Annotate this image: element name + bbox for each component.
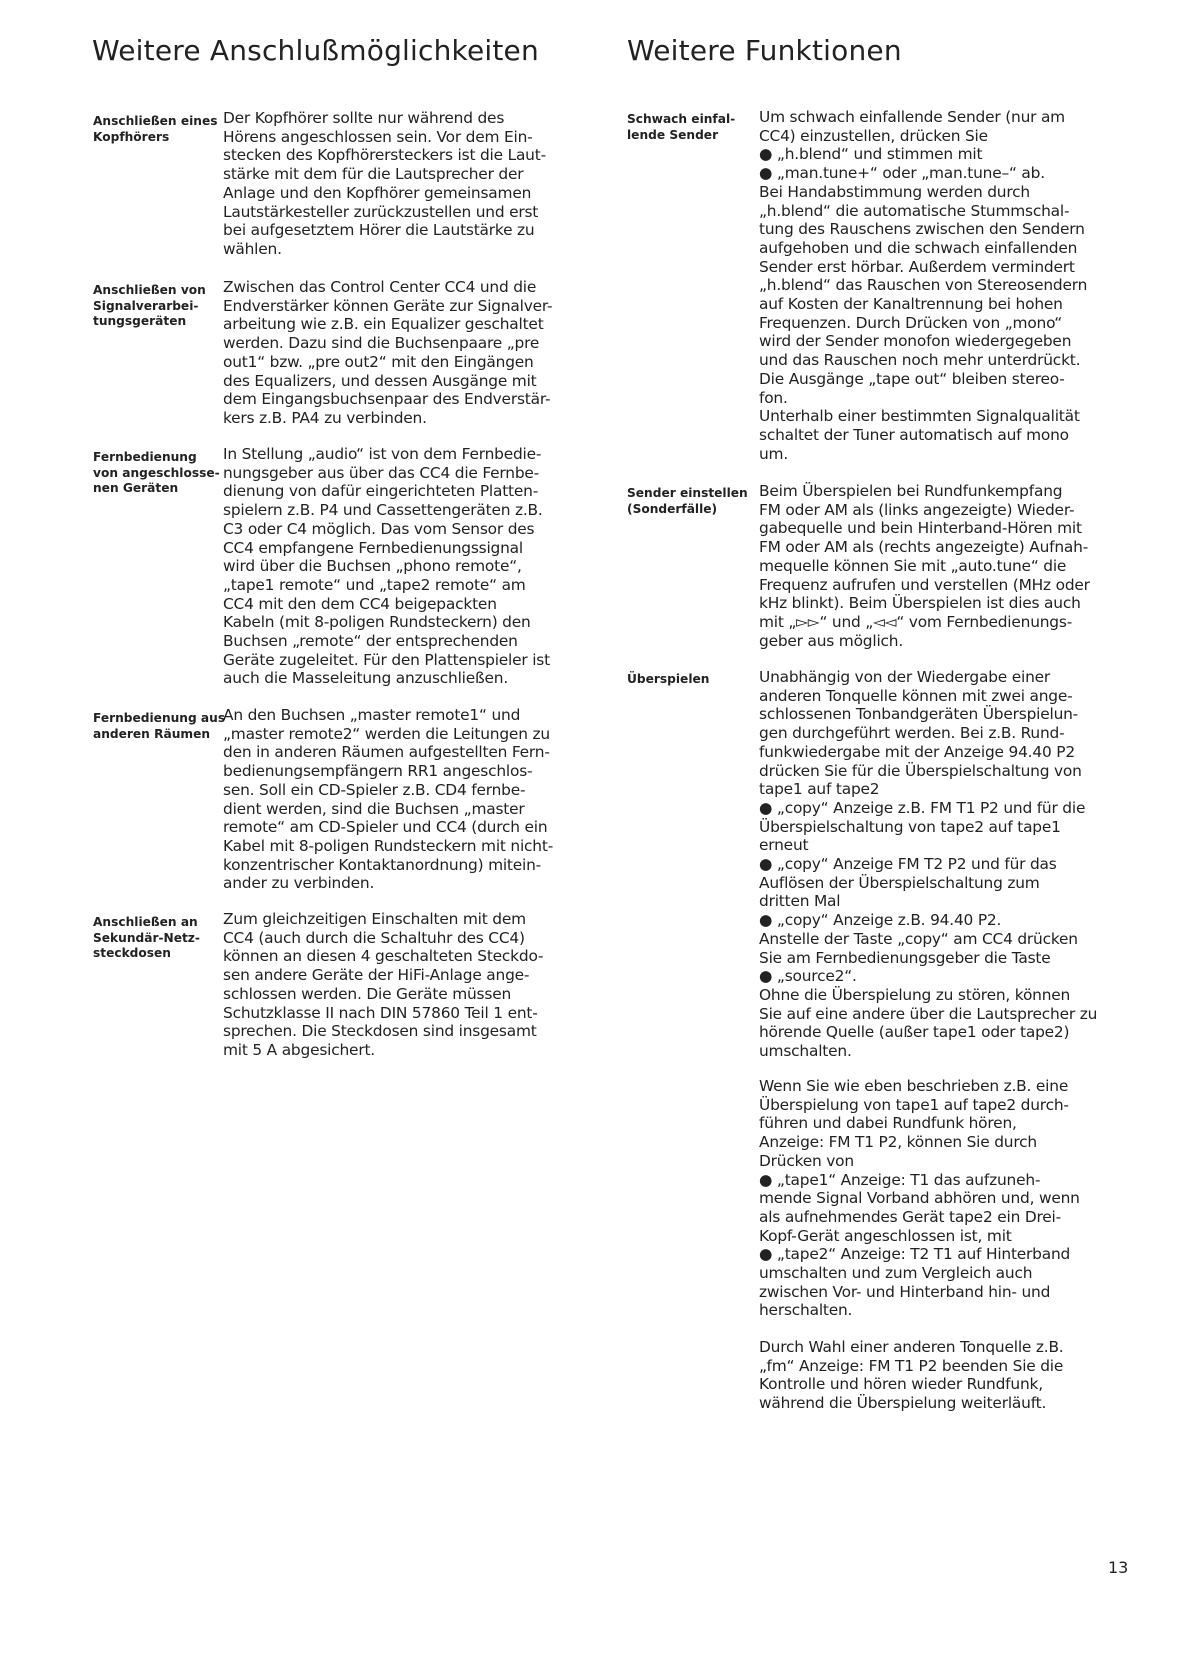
section-text: Um schwach einfallende Sender (nur am CC4) einzustellen, drücken Sie ● „h.blend“ und stimmen mit ● „man.tune+“ oder „man.tune–“ ab. Bei Handabstimmung werden durch „h.blend“ die automatische Stummschal- tung des Rauschens zwischen den Sendern aufgehoben und die schwach einfallenden Sender erst hörbar. Außerdem vermindert „h.blend“ das Rauschen von Stereosendern auf Kosten der Kanaltrennung bei hohen Frequenzen. Durch Drücken von „mono“ wird der Sender monofon wiedergegeben und das Rauschen noch mehr unterdrückt. Die Ausgänge „tape out“ bleiben stereo- fon. Unterhalb einer bestimmten Signalqualität schaltet der Tuner automatisch auf mono um. [759, 108, 1088, 463]
section-text: Unabhängig von der Wiedergabe einer anderen Tonquelle können mit zwei ange- schlossenen Tonbandgeräten Überspielun- gen durchgeführt werden. Bei z.B. Rund- funkwiedergabe mit der Anzeige 94.40 P2 drücken Sie für die Überspielschaltung von tape1 auf tape2 ● „copy“ Anzeige z.B. FM T1 P2 und für die Überspielschaltung von tape2 auf tape1 erneut ● „copy“ Anzeige FM T2 P2 und für das Auflösen der Überspielschaltung zum dritten Mal ● „copy“ Anzeige z.B. 94.40 P2. Anstelle der Taste „copy“ am CC4 drücken Sie am Fernbedienungsgeber die Taste ● „source2“. Ohne die Überspielung zu stören, können Sie auf eine andere über die Lautsprecher zu hörende Quelle (außer tape1 oder tape2) umschalten. [759, 668, 1098, 1061]
section-label: Sender einstellen (Sonderfälle) [627, 486, 748, 516]
section-label: Anschließen an Sekundär-Netz- steckdosen [93, 915, 200, 960]
section-label: Fernbedienung von angeschlosse- nen Geräten [93, 450, 220, 495]
right-heading: Weitere Funktionen [627, 34, 902, 67]
section-text: An den Buchsen „master remote1“ und „master remote2“ werden die Leitungen zu den in anderen Räumen aufgestellten Fern- bedienungsempfängern RR1 angeschlos- sen. Soll ein CD-Spieler z.B. CD4 fernbe- dient werden, sind die Buchsen „master remote“ am CD-Spieler und CC4 (durch ein Kabel mit 8-poligen Rundsteckern mit nicht- konzentrischer Kontaktanordnung) mitein- ander zu verbinden. [223, 706, 554, 893]
page-number: 13 [1108, 1558, 1129, 1577]
section-text: Zwischen das Control Center CC4 und die Endverstärker können Geräte zur Signalver- arbeitung wie z.B. ein Equalizer geschaltet werden. Dazu sind die Buchsenpaare „pre out1“ bzw. „pre out2“ mit den Eingängen des Equalizers, und dessen Ausgänge mit dem Eingangsbuchsenpaar des Endverstär- kers z.B. PA4 zu verbinden. [223, 278, 553, 427]
section-label: Anschließen eines Kopfhörers [93, 114, 218, 144]
left-heading: Weitere Anschlußmöglichkeiten [92, 34, 539, 67]
section-text: Durch Wahl einer anderen Tonquelle z.B. „fm“ Anzeige: FM T1 P2 beenden Sie die Kontrolle und hören wieder Rundfunk, während die Überspielung weiterläuft. [759, 1338, 1064, 1413]
section-label: Überspielen [627, 672, 710, 686]
section-text: Zum gleichzeitigen Einschalten mit dem CC4 (auch durch die Schaltuhr des CC4) können an diesen 4 geschalteten Steckdo- sen andere Geräte der HiFi-Anlage ange- schlossen werden. Die Geräte müssen Schutzklasse II nach DIN 57860 Teil 1 ent- sprechen. Die Steckdosen sind insgesamt mit 5 A abgesichert. [223, 910, 544, 1059]
section-text: Beim Überspielen bei Rundfunkempfang FM oder AM als (links angezeigte) Wieder- gabequelle und bein Hinterband-Hören mit FM oder AM als (rechts angezeigte) Aufnah- mequelle können Sie mit „auto.tune“ die Frequenz aufrufen und verstellen (MHz oder kHz blinkt). Beim Überspielen ist dies auch mit „▻▻“ und „◅◅“ vom Fernbedienungs- geber aus möglich. [759, 482, 1090, 650]
section-label: Schwach einfal- lende Sender [627, 112, 736, 142]
section-label: Anschließen von Signalverarbei- tungsgeräten [93, 283, 206, 328]
section-text: Der Kopfhörer sollte nur während des Hörens angeschlossen sein. Vor dem Ein- stecken des Kopfhörersteckers ist die Laut- stärke mit dem für die Lautsprecher der Anlage und den Kopfhörer gemeinsamen Lautstärkesteller zurückzustellen und erst bei aufgesetztem Hörer die Lautstärke zu wählen. [223, 109, 546, 258]
section-text: Wenn Sie wie eben beschrieben z.B. eine Überspielung von tape1 auf tape2 durch- führen und dabei Rundfunk hören, Anzeige: FM T1 P2, können Sie durch Drücken von ● „tape1“ Anzeige: T1 das aufzuneh- mende Signal Vorband abhören und, wenn als aufnehmendes Gerät tape2 ein Drei- Kopf-Gerät angeschlossen ist, mit ● „tape2“ Anzeige: T2 T1 auf Hinterband umschalten und zum Vergleich auch zwischen Vor- und Hinterband hin- und herschalten. [759, 1077, 1080, 1320]
section-label: Fernbedienung aus anderen Räumen [93, 711, 226, 741]
section-text: In Stellung „audio“ ist von dem Fernbedie- nungsgeber aus über das CC4 die Fernbe- dienung von dafür eingerichteten Platten- spielern z.B. P4 und Cassettengeräten z.B. C3 oder C4 möglich. Das vom Sensor des CC4 empfangene Fernbedienungssignal wird über die Buchsen „phono remote“, „tape1 remote“ und „tape2 remote“ am CC4 mit den dem CC4 beigepackten Kabeln (mit 8-poligen Rundsteckern) den Buchsen „remote“ der entsprechenden Geräte zugeleitet. Für den Plattenspieler ist auch die Masseleitung anzuschließen. [223, 445, 550, 688]
